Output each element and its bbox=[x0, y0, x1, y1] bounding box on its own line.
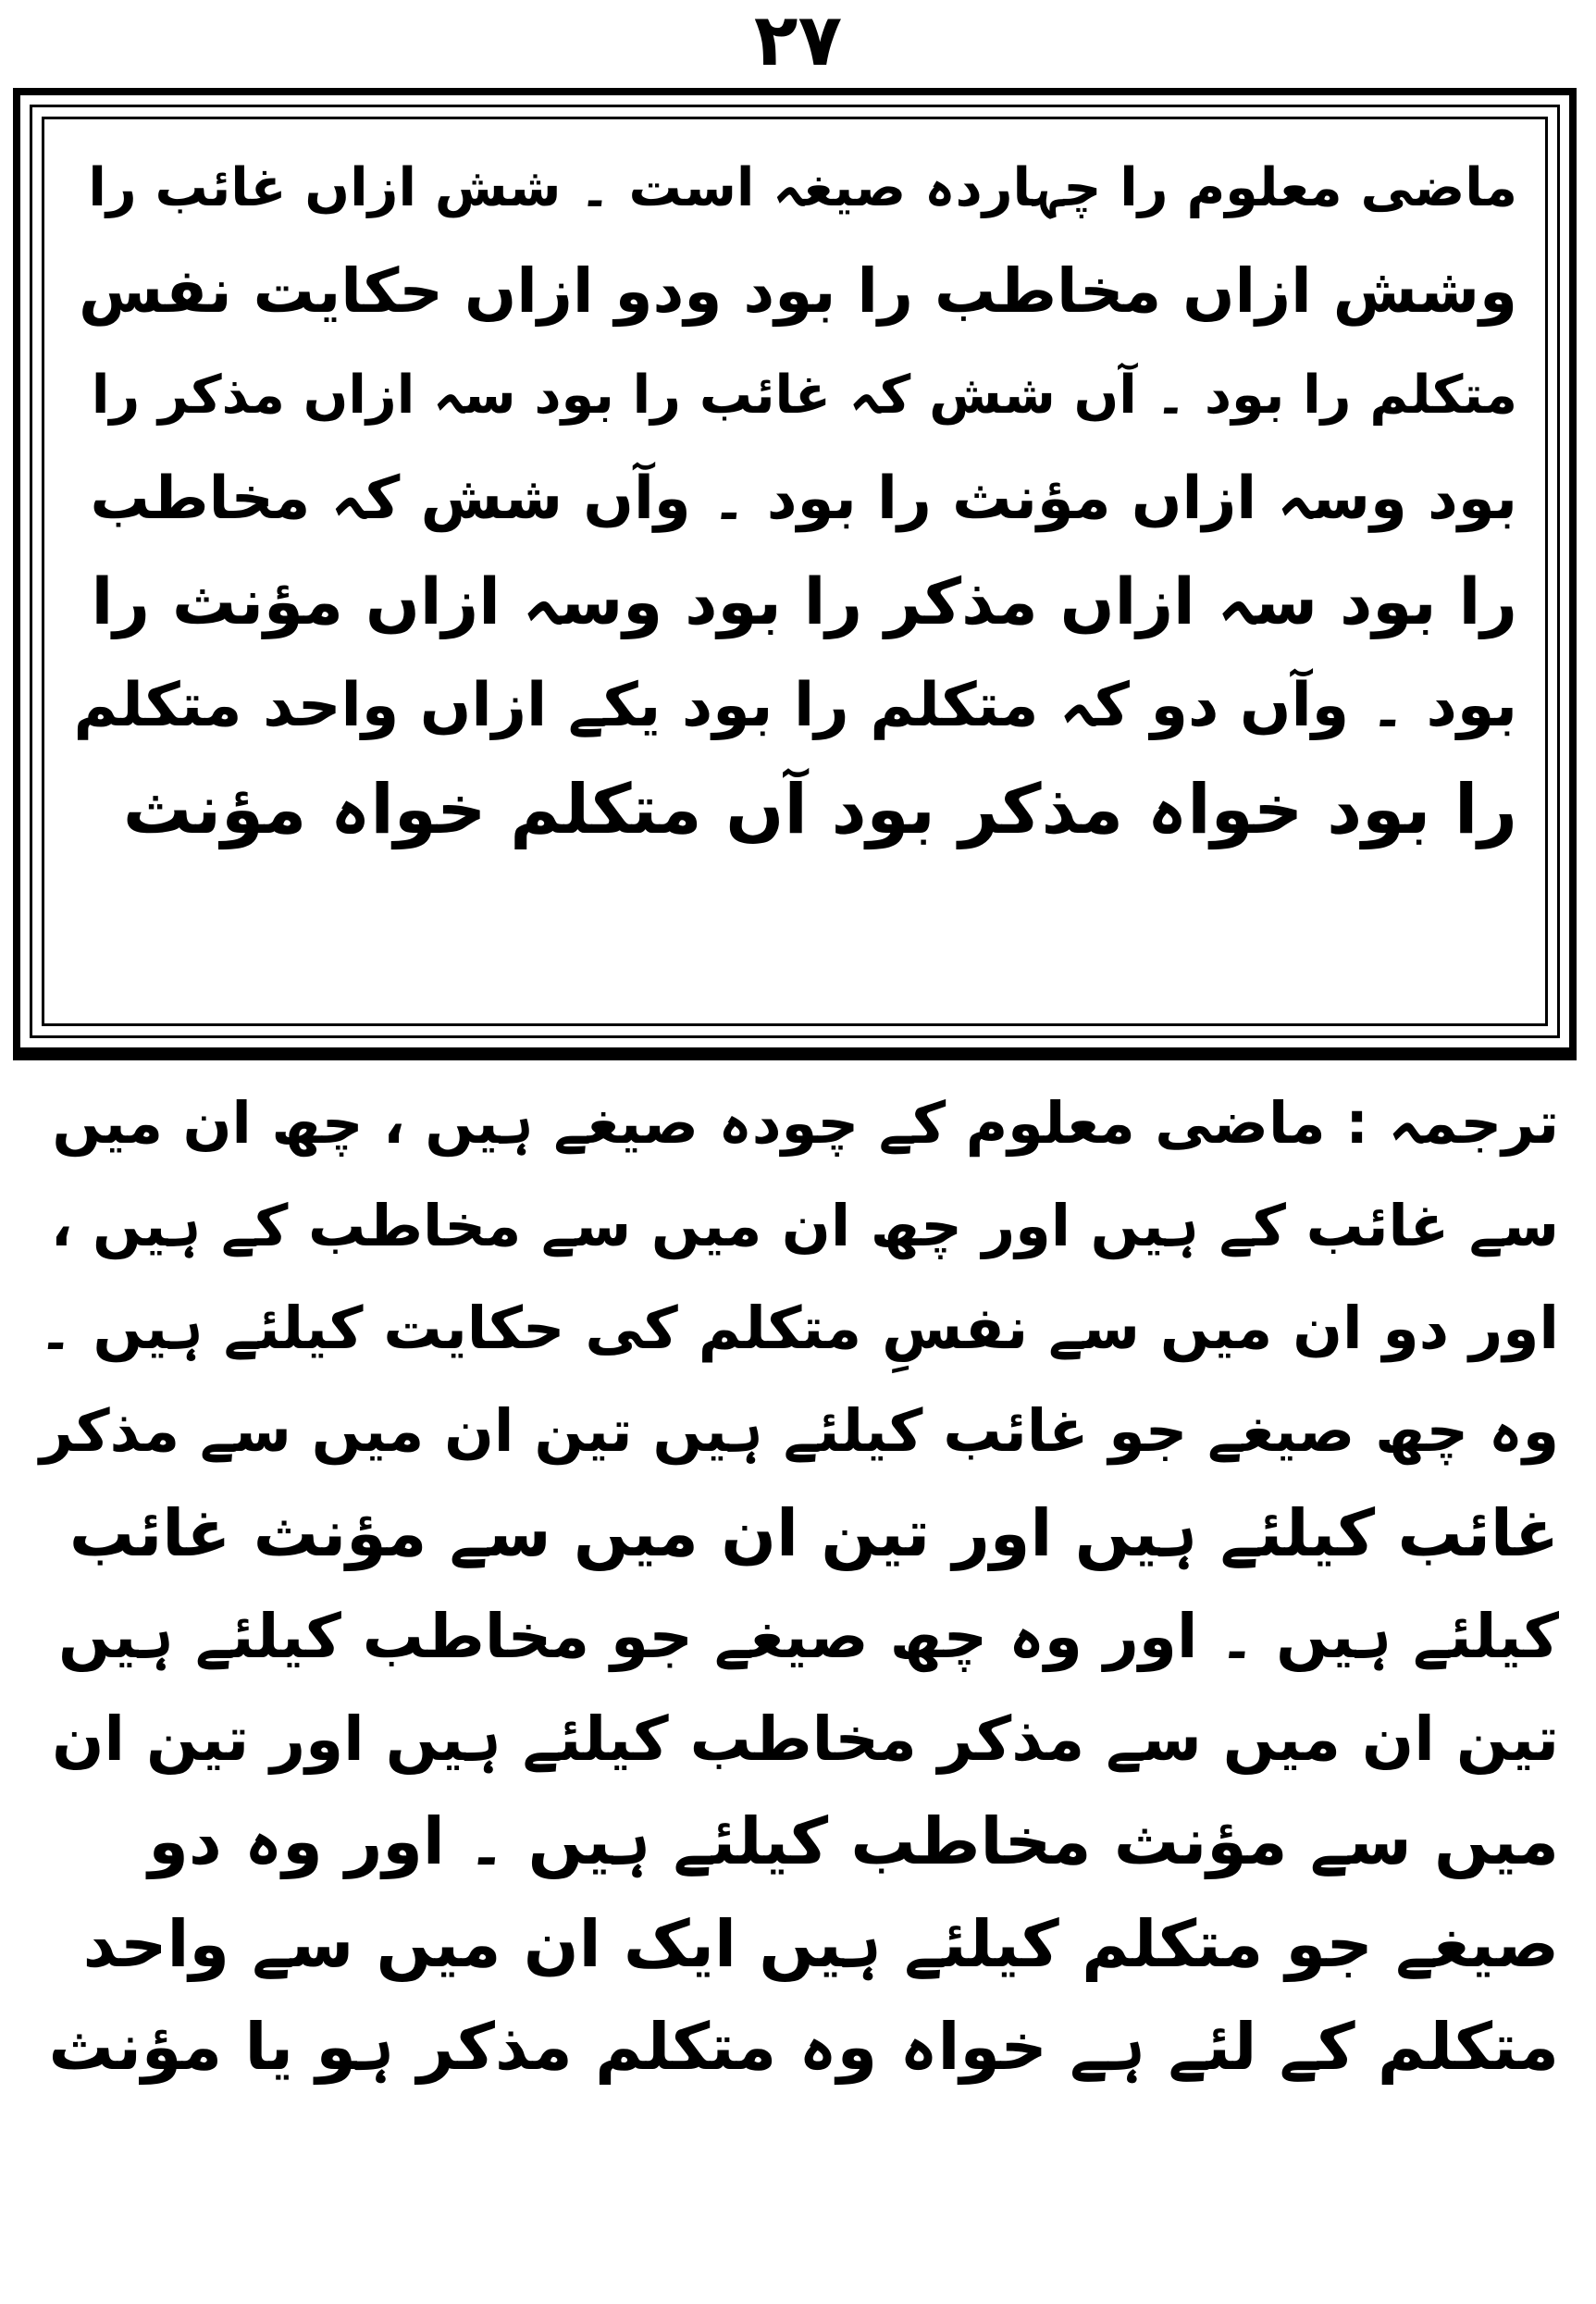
urdu-translation-block bbox=[37, 1071, 1559, 2099]
urdu-line: اور دو ان میں سے نفسِ متکلم کی حکایت کیلئے ہیں ۔ bbox=[38, 1294, 1559, 1362]
urdu-line: وہ چھ صیغے جو غائب کیلئے ہیں تین ان میں سے مذکر bbox=[39, 1397, 1559, 1465]
text-box-frame bbox=[13, 88, 1577, 1055]
urdu-line: کیلئے ہیں ۔ اور وہ چھ صیغے جو مخاطب کیلئے ہیں bbox=[57, 1601, 1559, 1672]
frame-middle-border bbox=[30, 105, 1560, 1038]
urdu-line: سے غائب کے ہیں اور چھ ان میں سے مخاطب کے ہیں ، bbox=[50, 1192, 1559, 1259]
urdu-line: تین ان میں سے مذکر مخاطب کیلئے ہیں اور تین ان bbox=[52, 1703, 1559, 1775]
persian-line: وشش ازاں مخاطب را بود ودو ازاں حکایت نفس bbox=[79, 255, 1517, 327]
urdu-line: میں سے مؤنث مخاطب کیلئے ہیں ۔ اور وہ دو bbox=[148, 1803, 1559, 1879]
persian-line: ماضی معلوم را چہاردہ صیغہ است ۔ شش ازاں غائب را bbox=[88, 157, 1517, 218]
persian-line: بود ۔ وآں دو کہ متکلم را بود یکے ازاں واحد متکلم bbox=[73, 671, 1517, 740]
section-divider bbox=[13, 1053, 1577, 1060]
urdu-line: صیغے جو متکلم کیلئے ہیں ایک ان میں سے واحد bbox=[82, 1906, 1559, 1982]
urdu-line: غائب کیلئے ہیں اور تین ان میں سے مؤنث غائب bbox=[68, 1495, 1559, 1571]
persian-line: بود وسہ ازاں مؤنث را بود ۔ وآں شش کہ مخاطب bbox=[90, 465, 1517, 533]
persian-text-block bbox=[72, 136, 1517, 1014]
urdu-line: ترجمہ : ماضی معلوم کے چودہ صیغے ہیں ، چھ ان میں bbox=[52, 1089, 1559, 1157]
frame-inner-border bbox=[42, 117, 1548, 1026]
persian-line: را بود خواہ مذکر بود آں متکلم خواہ مؤنث bbox=[122, 770, 1517, 849]
persian-line: متکلم را بود ۔ آں شش کہ غائب را بود سہ ازاں مذکر را bbox=[91, 365, 1517, 426]
persian-line: را بود سہ ازاں مذکر را بود وسہ ازاں مؤنث را bbox=[91, 565, 1517, 639]
page-number: ۲۷ bbox=[753, 0, 843, 82]
urdu-line: متکلم کے لئے ہے خواہ وہ متکلم مذکر ہو یا مؤنث bbox=[48, 2009, 1559, 2085]
